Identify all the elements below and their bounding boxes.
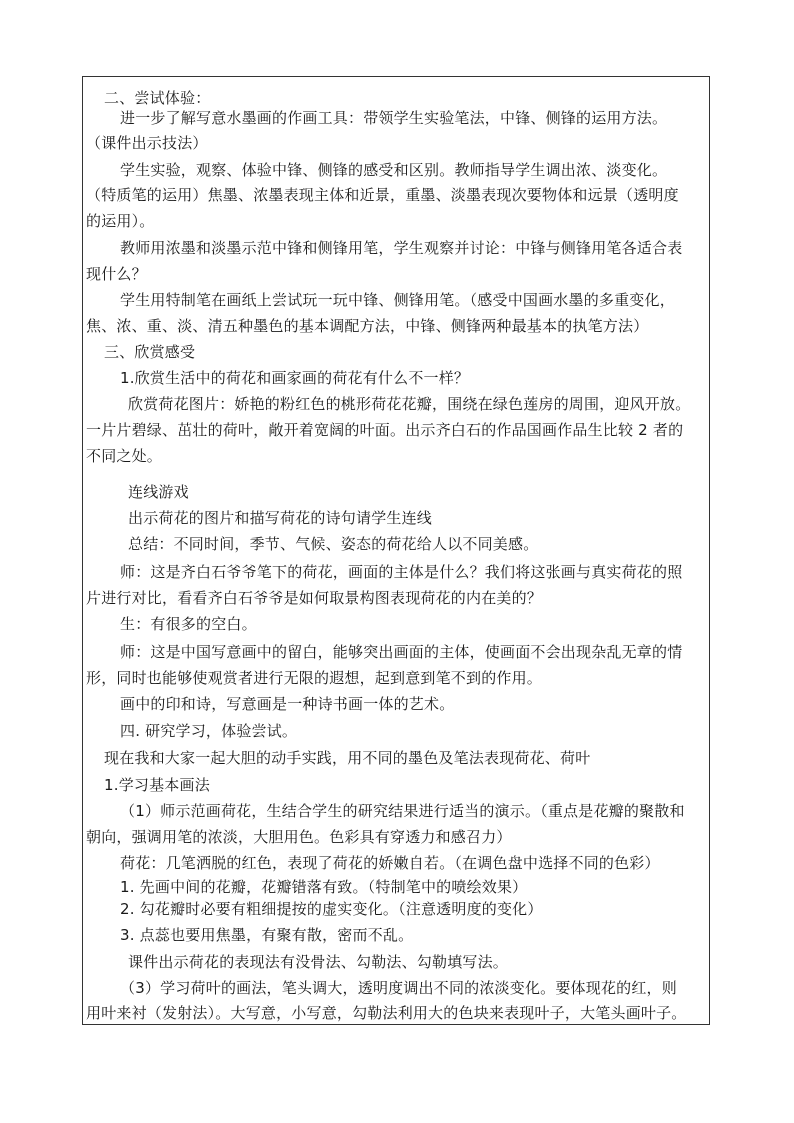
paragraph-line: 一片片碧绿、茁壮的荷叶，敞开着宽阔的叶面。出示齐白石的作品国画作品生比较 2 者的	[86, 421, 684, 439]
section-heading-try: 二、尝试体验：	[104, 89, 211, 107]
paragraph-line: 欣赏荷花图片：娇艳的粉红色的桃形荷花花瓣，围绕在绿色莲房的周围，迎风开放。	[128, 395, 691, 413]
paragraph-line: 进一步了解写意水墨画的作画工具：带领学生实验笔法，中锋、侧锋的运用方法。	[120, 109, 668, 127]
paragraph-line: 1.欣赏生活中的荷花和画家画的荷花有什么不一样？	[120, 369, 470, 387]
paragraph-line: 教师用浓墨和淡墨示范中锋和侧锋用笔，学生观察并讨论：中锋与侧锋用笔各适合表	[120, 239, 683, 257]
list-item: 1. 先画中间的花瓣，花瓣错落有致。（特制笔中的喷绘效果）	[120, 878, 528, 896]
paragraph-line: 总结：不同时间，季节、气候、姿态的荷花给人以不同美感。	[128, 535, 539, 553]
paragraph-line: （课件出示技法）	[86, 134, 208, 152]
paragraph-line: 不同之处。	[86, 447, 163, 465]
paragraph-line: 连线游戏	[128, 483, 189, 501]
paragraph-line: 课件出示荷花的表现法有没骨法、勾勒法、勾勒填写法。	[128, 953, 509, 971]
paragraph-line: 出示荷花的图片和描写荷花的诗句请学生连线	[128, 509, 433, 527]
paragraph-line: 师：这是齐白石爷爷笔下的荷花，画面的主体是什么？我们将这张画与真实荷花的照	[120, 563, 683, 581]
paragraph-line: 画中的印和诗，写意画是一种诗书画一体的艺术。	[120, 695, 455, 713]
list-item: 2. 勾花瓣时必要有粗细提按的虚实变化。（注意透明度的变化）	[120, 900, 543, 918]
paragraph-line: 师：这是中国写意画中的留白，能够突出画面的主体，使画面不会出现杂乱无章的情	[120, 643, 683, 661]
paragraph-line: 片进行对比，看看齐白石爷爷是如何取景构图表现荷花的内在美的？	[86, 589, 543, 607]
section-heading-study: 四. 研究学习，体验尝试。	[120, 722, 298, 740]
paragraph-line: 学生用特制笔在画纸上尝试玩一玩中锋、侧锋用笔。（感受中国画水墨的多重变化，	[120, 291, 675, 309]
paragraph-line: 现什么？	[86, 265, 147, 283]
paragraph-line: 焦、浓、重、淡、清五种墨色的基本调配方法，中锋、侧锋两种最基本的执笔方法）	[86, 317, 649, 335]
list-item: 3. 点蕊也要用焦墨，有聚有散，密而不乱。	[120, 926, 414, 944]
paragraph-line: 朝向，强调用笔的浓淡，大胆用色。色彩具有穿透力和感召力）	[86, 828, 512, 846]
section-heading-appreciate: 三、欣赏感受	[104, 343, 196, 361]
paragraph-line: 形，同时也能够使观赏者进行无限的遐想，起到意到笔不到的作用。	[86, 669, 543, 687]
paragraph-line: （特质笔的运用）焦墨、浓墨表现主体和近景，重墨、淡墨表现次要物体和远景（透明度	[86, 186, 679, 204]
paragraph-line: 的运用）。	[86, 212, 155, 230]
paragraph-line: （1）师示范画荷花，生结合学生的研究结果进行适当的演示。（重点是花瓣的聚散和	[120, 802, 685, 820]
paragraph-line: 用叶来衬（发射法）。大写意，小写意，勾勒法利用大的色块来表现叶子，大笔头画叶子。	[86, 1004, 687, 1022]
paragraph-line: （3）学习荷叶的画法，笔头调大，透明度调出不同的浓淡变化。要体现花的红，则	[120, 979, 677, 997]
paragraph-line: 生：有很多的空白。	[120, 615, 257, 633]
paragraph-line: 荷花：几笔洒脱的红色，表现了荷花的娇嫩自若。（在调色盘中选择不同的色彩）	[120, 854, 660, 872]
subheading-basic-method: 1.学习基本画法	[104, 776, 210, 794]
paragraph-line: 学生实验，观察、体验中锋、侧锋的感受和区别。教师指导学生调出浓、淡变化。	[120, 161, 668, 179]
paragraph-line: 现在我和大家一起大胆的动手实践，用不同的墨色及笔法表现荷花、荷叶	[104, 749, 591, 767]
